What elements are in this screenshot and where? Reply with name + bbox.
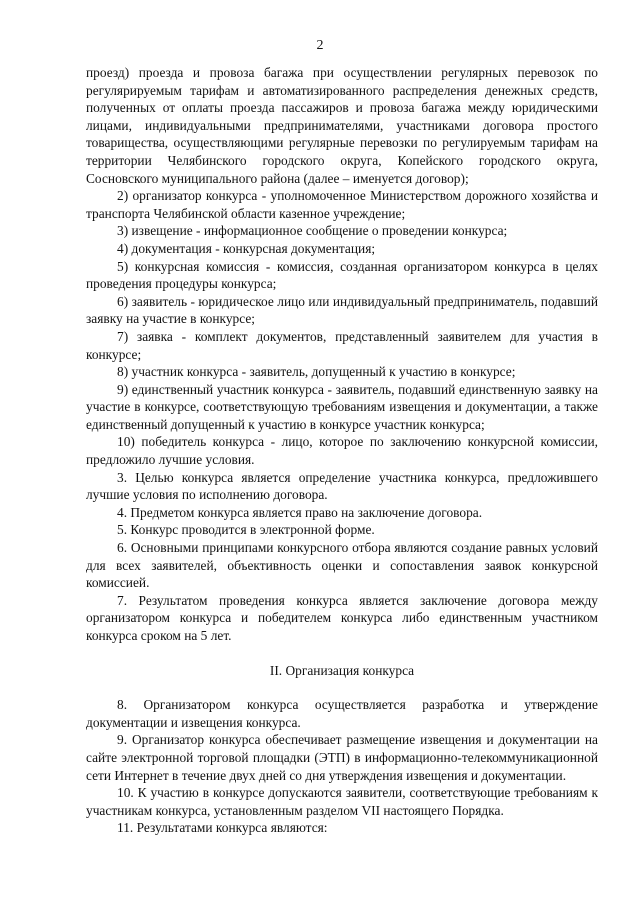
paragraph-item-7: 7. Результатом проведения конкурса является заключение договора между организатором конкурса и победителем конкурса либо единственным участником конкурса сроком на 5 лет. — [86, 592, 598, 643]
paragraph-item-6: 6. Основными принципами конкурсного отбора являются создание равных условий для всех заявителей, объективность оценки и сопоставления заявок конкурсной комиссией. — [86, 540, 598, 591]
page-number: 2 — [316, 38, 324, 53]
paragraph-item-8: 8. Организатором конкурса осуществляется разработка и утверждение документации и извещения конкурса. — [86, 697, 598, 730]
paragraph-definition-6: 6) заявитель - юридическое лицо или индивидуальный предприниматель, подавший заявку на участие в конкурсе; — [86, 293, 598, 327]
paragraph-item-9: 9. Организатор конкурса обеспечивает размещение извещения и документации на сайте электронной торговой площадки (ЭТП) в информационно-телекоммуникационной сети Интернет в течение двух дней со дня утверждения извещения и документации. — [86, 732, 598, 783]
paragraph-definition-2: 2) организатор конкурса - уполномоченное Министерством дорожного хозяйства и транспорта Челябинской области казенное учреждение; — [86, 188, 598, 221]
paragraph-item-10: 10. К участию в конкурсе допускаются заявители, соответствующие требованиям к участникам конкурса, установленным разделом VII настоящего Порядка. — [86, 785, 598, 818]
paragraph-definition-4: 4) документация - конкурсная документация; — [117, 240, 376, 256]
paragraph-item-4: 4. Предметом конкурса является право на заключение договора. — [117, 504, 483, 520]
paragraph-definition-9: 9) единственный участник конкурса - заявитель, подавший единственную заявку на участие в конкурсе, соответствующую требованиям извещения и документации, а также единственный допущенный к участию в конкурсе участник конкурса; — [86, 381, 598, 432]
section-title: II. Организация конкурса — [269, 662, 415, 678]
paragraph-definition-10: 10) победитель конкурса - лицо, которое по заключению конкурсной комиссии, предложило лучшие условия. — [86, 434, 598, 468]
paragraph-continuation: проезд) проезда и провоза багажа при осуществлении регулярных перевозок по регулярируемым тарифам и автоматизированного распределения денежных средств, полученных от оплаты проезда пассажиров и провоза багажа между юридическими лицами, индивидуальными предпринимателями, участниками договора простого товарищества, осуществляющими регулярные перевозки по регулируемым тарифам на территории Челябинского городского округа, Копейского городского округа, Сосновского муниципального района (далее – именуется договор); — [86, 65, 598, 186]
document-body — [86, 64, 598, 837]
paragraph-item-3: 3. Целью конкурса является определение участника конкурса, предложившего лучшие условия по исполнению договора. — [86, 469, 598, 503]
paragraph-definition-7: 7) заявка - комплект документов, представленный заявителем для участия в конкурсе; — [86, 328, 598, 362]
paragraph-definition-5: 5) конкурсная комиссия - комиссия, созданная организатором конкурса в целях проведения процедуры конкурса; — [86, 258, 598, 292]
paragraph-item-11: 11. Результатами конкурса являются: — [117, 820, 328, 836]
paragraph-item-5: 5. Конкурс проводится в электронной форме. — [117, 522, 375, 538]
paragraph-definition-3: 3) извещение - информационное сообщение о проведении конкурса; — [117, 223, 508, 239]
paragraph-definition-8: 8) участник конкурса - заявитель, допущенный к участию в конкурсе; — [117, 364, 516, 380]
